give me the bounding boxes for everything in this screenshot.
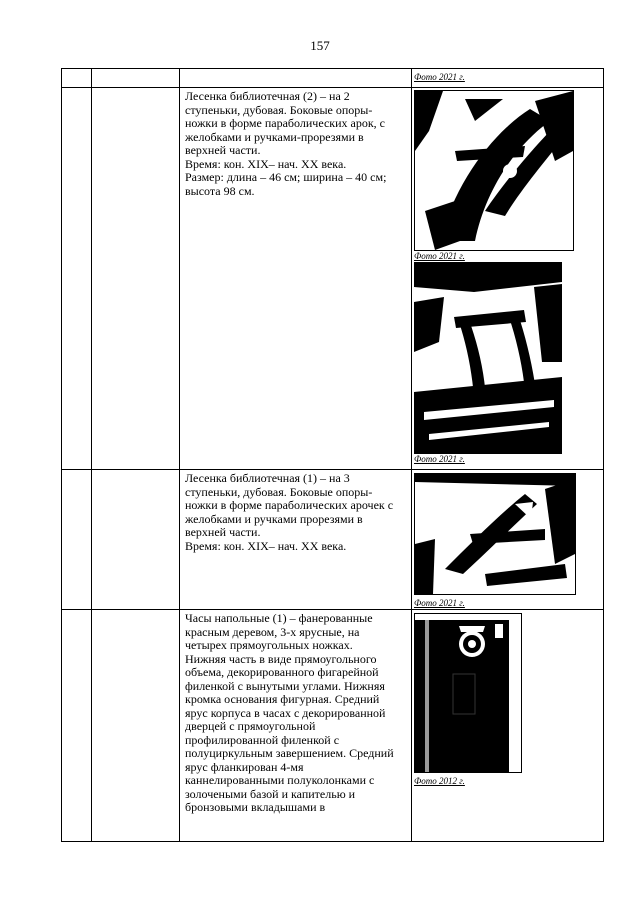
description-cell bbox=[180, 470, 412, 610]
description-line: ярус фланкирован 4-мя bbox=[185, 759, 304, 774]
photo-cell bbox=[412, 470, 604, 610]
description-cell bbox=[180, 88, 412, 470]
item-description bbox=[180, 610, 411, 815]
description-line: золочеными базой и капителью и bbox=[185, 786, 356, 801]
photo-caption: Фото 2021 г. bbox=[414, 72, 465, 82]
description-line: Часы напольные (1) – фанерованные bbox=[185, 611, 373, 625]
description-line: филенкой с вынутыми углами. Нижняя bbox=[185, 678, 385, 693]
ladder-photo bbox=[414, 90, 574, 251]
description-line: полуциркульным завершением. Средний bbox=[185, 746, 394, 760]
index-cell bbox=[62, 88, 92, 470]
description-line: бронзовыми вкладышами в bbox=[185, 800, 326, 814]
inventory-table bbox=[61, 68, 604, 842]
code-cell bbox=[92, 88, 180, 470]
photo-cell bbox=[412, 69, 604, 88]
photo-caption: Фото 2012 г. bbox=[414, 776, 465, 786]
description-line: Время: кон. XIX– нач. XX века. bbox=[185, 538, 347, 553]
description-line: Лесенка библиотечная (1) – на 3 bbox=[185, 471, 350, 485]
description-line: каннелированными полуколонками с bbox=[185, 773, 375, 787]
photo-cell bbox=[412, 610, 604, 842]
photo-caption: Фото 2021 г. bbox=[414, 598, 465, 608]
description-line: Нижняя часть в виде прямоугольного bbox=[185, 651, 377, 666]
description-line: Размер: длина – 46 см; ширина – 40 см; bbox=[185, 170, 387, 184]
description-line: высота 98 см. bbox=[185, 183, 255, 198]
description-line: ступеньки, дубовая. Боковые опоры- bbox=[185, 102, 373, 117]
table-row bbox=[62, 69, 604, 88]
table-row bbox=[62, 610, 604, 842]
description-line: красным деревом, 3-х ярусные, на bbox=[185, 624, 360, 639]
code-cell bbox=[92, 470, 180, 610]
description-line: четырех прямоугольных ножках. bbox=[185, 638, 353, 652]
description-line: Время: кон. XIX– нач. XX века. bbox=[185, 156, 347, 171]
description-line: верхней части. bbox=[185, 143, 261, 157]
description-line: объема, декорированного фигарейной bbox=[185, 665, 379, 679]
description-cell bbox=[180, 69, 412, 88]
ladder-photo bbox=[414, 473, 576, 595]
code-cell bbox=[92, 69, 180, 88]
description-line: профилированной филенкой с bbox=[185, 732, 340, 747]
description-line: кромка основания фигурная. Средний bbox=[185, 692, 380, 706]
description-line: дверцей с прямоугольной bbox=[185, 719, 316, 733]
description-line: ножки в форме параболических арочек с bbox=[185, 498, 394, 512]
description-line: ступеньки, дубовая. Боковые опоры- bbox=[185, 484, 373, 499]
item-description bbox=[180, 470, 411, 553]
item-description bbox=[180, 88, 411, 198]
description-line: желобками и ручками-прорезями в bbox=[185, 129, 364, 144]
description-line: верхней части. bbox=[185, 525, 261, 539]
description-line: ярус корпуса в часах с декорированной bbox=[185, 705, 386, 720]
description-cell bbox=[180, 610, 412, 842]
ladder-storage-photo bbox=[414, 262, 562, 454]
photo-caption: Фото 2021 г. bbox=[414, 251, 465, 261]
description-line: Лесенка библиотечная (2) – на 2 bbox=[185, 89, 350, 103]
photo-caption: Фото 2021 г. bbox=[414, 454, 465, 464]
clock-photo bbox=[414, 613, 522, 773]
index-cell bbox=[62, 470, 92, 610]
description-line: желобками и ручками прорезями в bbox=[185, 511, 363, 526]
table-row bbox=[62, 88, 604, 470]
description-line: ножки в форме параболических арок, с bbox=[185, 116, 385, 130]
index-cell bbox=[62, 69, 92, 88]
code-cell bbox=[92, 610, 180, 842]
page-number: 157 bbox=[310, 38, 330, 53]
index-cell bbox=[62, 610, 92, 842]
photo-cell bbox=[412, 88, 604, 470]
table-row bbox=[62, 470, 604, 610]
